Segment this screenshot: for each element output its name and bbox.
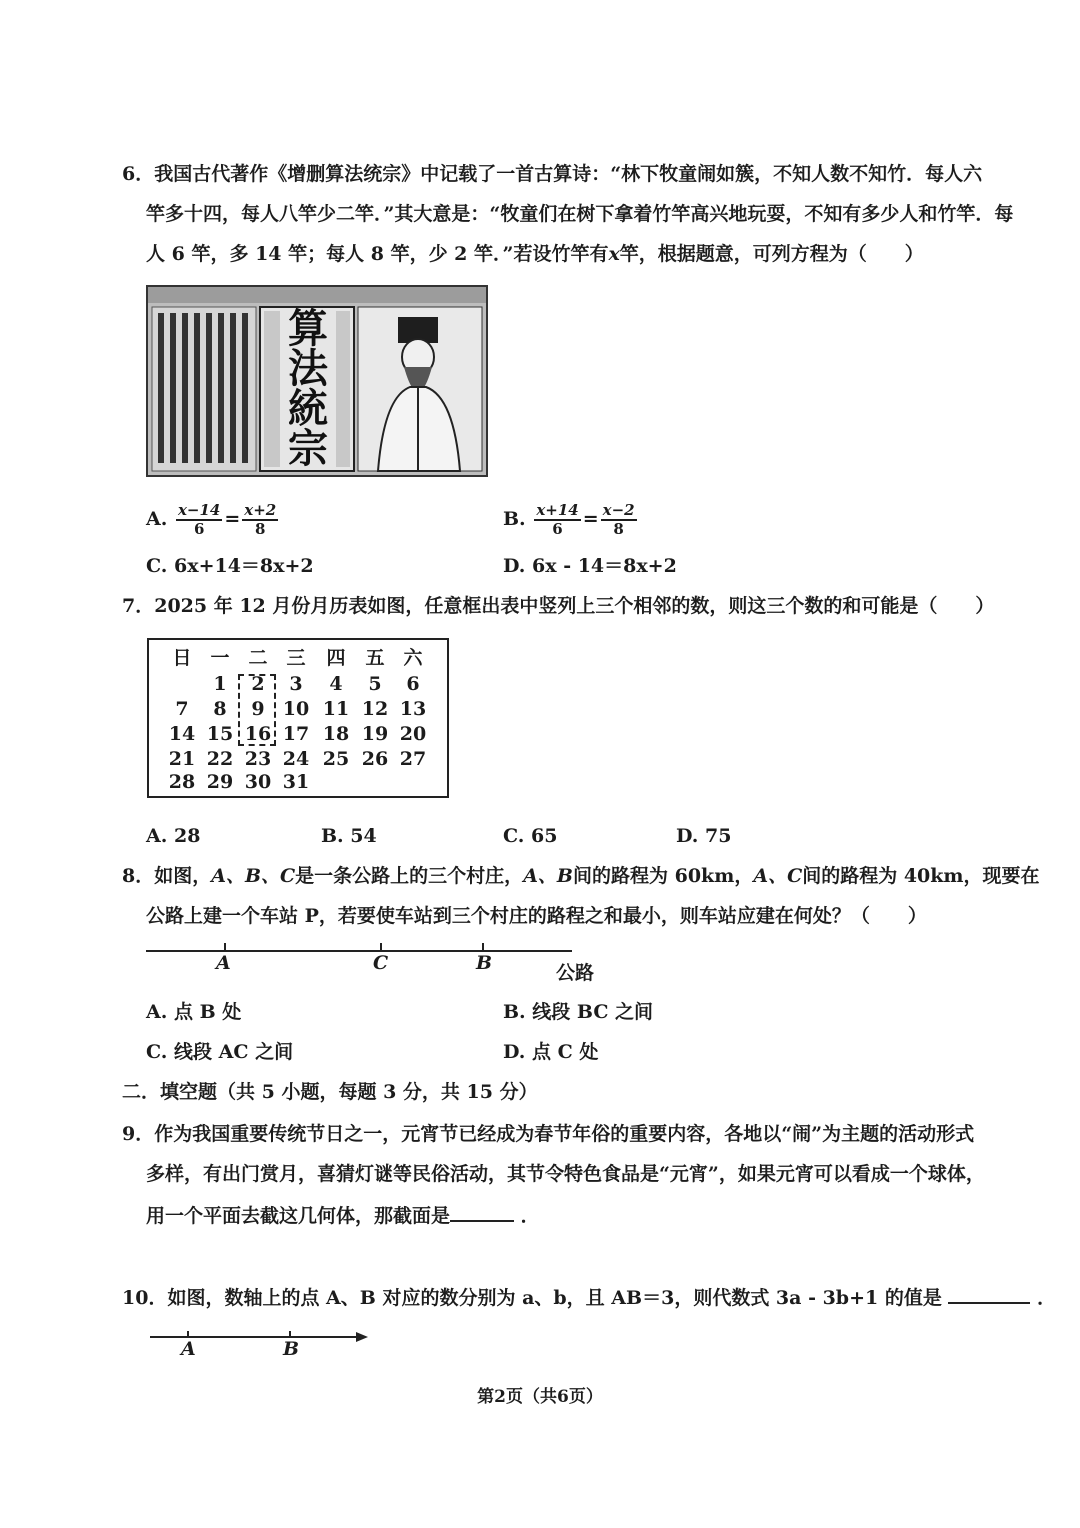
calendar-day-cell: 15 [206, 723, 234, 745]
calendar-day-cell: 8 [213, 698, 227, 720]
calendar-weekday-header: 一 [210, 647, 230, 669]
q10-line: 10．如图，数轴上的点 A、B 对应的数分别为 a、b，且 AB＝3，则代数式 3a - 3b+1 的值是 ． [122, 1284, 1056, 1310]
q9-line-3: 用一个平面去截这几何体，那截面是 ． [146, 1202, 540, 1228]
suanfa-tongzong-illustration [146, 285, 488, 477]
calendar-day-cell: 3 [289, 673, 303, 695]
answer-blank[interactable] [450, 1202, 514, 1222]
tick-b [482, 943, 484, 952]
tick-c [380, 943, 382, 952]
q6-line-3: 人 6 竿，多 14 竿；每人 8 竿，少 2 竿．”若设竹竿有x竿，根据题意，可列方程为（ ） [146, 243, 924, 265]
point-c-label: C [373, 952, 389, 974]
q8-option-a[interactable]: A. 点 B 处 [146, 1001, 242, 1023]
calendar-day-cell: 24 [282, 748, 310, 770]
calendar-day-cell: 28 [168, 771, 196, 793]
tick-a [224, 943, 226, 952]
q7-option-d[interactable]: D. 75 [676, 825, 732, 847]
road-line [146, 950, 572, 952]
calendar-day-cell: 5 [368, 673, 382, 695]
calendar-day-cell: 26 [361, 748, 389, 770]
answer-blank[interactable] [948, 1284, 1030, 1304]
calendar-day-cell: 9 [251, 698, 265, 720]
q6-line-1: 6．我国古代著作《增删算法统宗》中记载了一首古算诗：“林下牧童闹如簇，不知人数不知竹．每人六 [122, 163, 983, 185]
calendar-day-cell: 14 [168, 723, 196, 745]
q6-option-a[interactable]: A. $\frac{x-14}{6}$ = $\frac{x+2}{8}$ [146, 501, 277, 538]
calendar-day-cell: 12 [361, 698, 389, 720]
q9-line-1: 9．作为我国重要传统节日之一，元宵节已经成为春节年俗的重要内容，各地以“闹”为主题的活动形式 [122, 1123, 975, 1145]
calendar-day-cell: 18 [322, 723, 350, 745]
calendar-day-cell: 1 [213, 673, 227, 695]
calendar-day-cell: 13 [399, 698, 427, 720]
q7-option-a[interactable]: A. 28 [146, 825, 201, 847]
q6-option-d[interactable]: D. 6x - 14＝8x+2 [503, 555, 677, 577]
calendar-day-cell: 11 [322, 698, 350, 720]
calendar-day-cell: 19 [361, 723, 389, 745]
q8-line-1: 8．如图，A、B、C是一条公路上的三个村庄，A、B间的路程为 60km，A、C间的路程为 40km，现要在 [122, 865, 1040, 887]
fraction: $\frac{x+14}{6}$ [536, 501, 579, 538]
fraction: $\frac{x+2}{8}$ [244, 501, 277, 538]
calendar-weekday-header: 五 [365, 647, 385, 669]
calendar-day-cell: 31 [282, 771, 310, 793]
calendar-weekday-header: 四 [326, 647, 346, 669]
q8-option-b[interactable]: B. 线段 BC 之间 [503, 1001, 654, 1023]
calendar-day-cell: 4 [329, 673, 343, 695]
calendar-day-cell: 27 [399, 748, 427, 770]
q7-option-c[interactable]: C. 65 [503, 825, 558, 847]
calendar-day-cell: 2 [251, 673, 265, 695]
calendar-day-cell: 21 [168, 748, 196, 770]
december-calendar-table [147, 638, 449, 798]
road-label: 公路 [556, 962, 595, 984]
calendar-day-cell: 29 [206, 771, 234, 793]
dashed-selection-box [238, 674, 276, 746]
q6-line-2: 竿多十四，每人八竿少二竿．”其大意是：“牧童们在树下拿着竹竿高兴地玩耍，不知有多少人和竹竿．每 [146, 203, 1014, 225]
calendar-day-cell: 10 [282, 698, 310, 720]
fraction: $\frac{x-2}{8}$ [602, 501, 635, 538]
calendar-weekday-header: 三 [286, 647, 306, 669]
section-2-heading: 二．填空题（共 5 小题，每题 3 分，共 15 分） [122, 1081, 538, 1103]
calendar-day-cell: 20 [399, 723, 427, 745]
calendar-day-cell: 30 [244, 771, 272, 793]
q8-option-c[interactable]: C. 线段 AC 之间 [146, 1041, 294, 1063]
calendar-day-cell: 16 [244, 723, 272, 745]
calendar-day-cell: 23 [244, 748, 272, 770]
calendar-weekday-header: 二 [248, 647, 268, 669]
q9-line-2: 多样，有出门赏月，喜猜灯谜等民俗活动，其节令特色食品是“元宵”，如果元宵可以看成一个球体， [146, 1163, 985, 1185]
numline-a-label: A [181, 1338, 196, 1360]
page-footer: 第2页（共6页） [477, 1387, 603, 1407]
q8-option-d[interactable]: D. 点 C 处 [503, 1041, 599, 1063]
numline-b-label: B [283, 1338, 300, 1360]
calendar-day-cell: 25 [322, 748, 350, 770]
calendar-day-cell: 17 [282, 723, 310, 745]
q8-line-2: 公路上建一个车站 P，若要使车站到三个村庄的路程之和最小，则车站应建在何处？（ ） [146, 905, 927, 927]
q7-stem: 7．2025 年 12 月份月历表如图，任意框出表中竖列上三个相邻的数，则这三个数的和可能是（ ） [122, 595, 995, 617]
calendar-day-cell: 22 [206, 748, 234, 770]
point-a-label: A [216, 952, 231, 974]
q6-option-c[interactable]: C. 6x+14＝8x+2 [146, 555, 314, 577]
fraction: $\frac{x-14}{6}$ [177, 501, 221, 538]
q6-option-b[interactable]: B. $\frac{x+14}{6}$ = $\frac{x-2}{8}$ [503, 501, 635, 538]
q7-option-b[interactable]: B. 54 [321, 825, 377, 847]
calendar-day-cell: 7 [175, 698, 189, 720]
book-title-chars: 算法統宗 [288, 305, 328, 472]
calendar-weekday-header: 六 [403, 647, 423, 669]
calendar-day-cell: 6 [406, 673, 420, 695]
calendar-weekday-header: 日 [172, 647, 192, 669]
point-b-label: B [476, 952, 493, 974]
